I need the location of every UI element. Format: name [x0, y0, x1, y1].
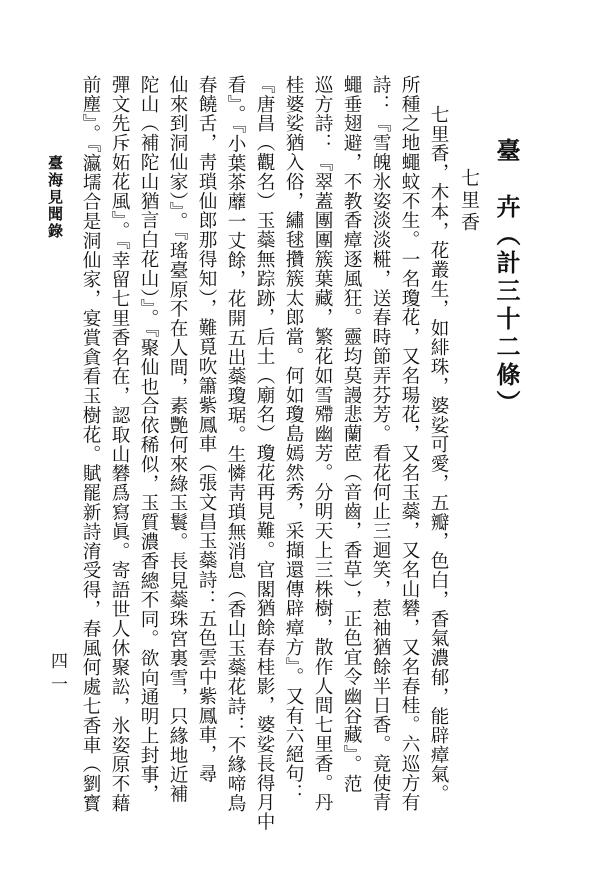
book-title-footer: 臺海見聞錄 [46, 155, 64, 240]
text-column: 所種之地蠅蚊不生。一名瓊花，又名瑒花，又名玉蘂，又名山礬，又名春桂。六巡方有 [399, 75, 420, 813]
text-column: 仙來到洞仙家）』。『瑤臺原不在人間，素艷何來綠玉鬟。長見蘂珠宮裏雪，只緣地近補 [167, 75, 188, 804]
text-column: 前塵』。『瀛壖合是洞仙家，宴賞貪看玉樹花。賦罷新詩淯受得，春風何處七香車（劉寳 [80, 75, 101, 813]
text-column: 桂婆娑猶入俗，繡毬攢簇太郎當。何如瓊島嫣然秀，采擷還傳辟瘴方』。又有六絕句： [283, 75, 304, 803]
entry-title: 七里香 [458, 168, 480, 234]
text-column: 陀山（補陀山猶言白花山）』。『聚仙也合依稀似，玉質濃香總不同。欲向通明上封事， [138, 75, 159, 804]
text-column: 看』。『小葉茶蘼一丈餘，花開五出蘂瓊琚。生憐靑瑣無消息（香山玉蘂花詩：不緣啼鳥 [225, 75, 246, 813]
text-column: 『唐昌（觀名）玉蘂無踪跡，后土（廟名）瓊花再見難。官閣猶餘春桂影，婆娑長得月中 [254, 75, 275, 832]
page-number: 四一 [47, 652, 67, 698]
text-column: 巡方詩：『翠蓋團團簇葉藏，繁花如雪殢幽芳。分明天上三株樹，散作人間七里香。丹 [312, 75, 333, 813]
text-column: 七里香，木本，花叢生，如緋珠，婆娑可愛，五瓣，色白，香氣濃郁，能辟瘴氣。 [428, 105, 449, 804]
text-column: 春饒舌，靑瑣仙郎那得知），難覓吹簫紫鳳車（張文昌玉蘂詩：五色雲中紫鳳車，尋 [196, 75, 217, 784]
text-column: 詩：『雪魄氷姿淡淡糚，送春時節弄芬芳。看花何止三迴笑，惹袖猶餘半日香。竟使青 [370, 75, 391, 813]
text-column: 彈文先斥妬花風』。『幸留七里香名在，認取山礬爲寫眞。寄語世人休聚訟，氷姿原不藉 [109, 75, 130, 813]
text-column: 蠅垂翅避，不教香瘴逐風狂。靈均莫謾悲蘭茝（音齒，香草），正色宜令幽谷藏』。范 [341, 75, 362, 794]
section-heading: 臺 卉（計三十二條） [492, 138, 521, 418]
